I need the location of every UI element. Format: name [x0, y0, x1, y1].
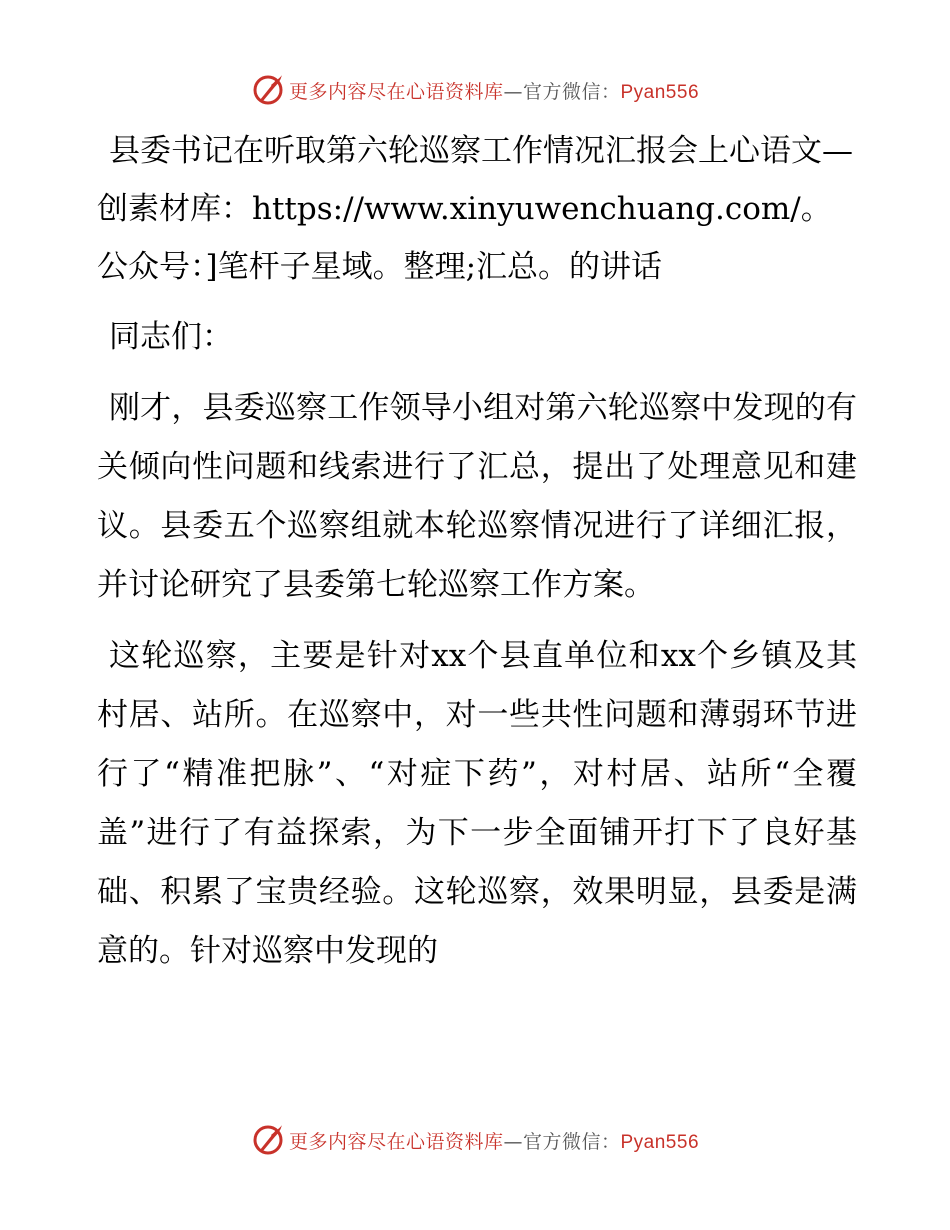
watermark-wechat-id: Pyan556: [620, 81, 700, 103]
paragraph-2: 这轮巡察，主要是针对xx个县直单位和xx个乡镇及其村居、站所。在巡察中，对一些共性问题和薄弱环节进行了“精准把脉”、“对症下药”，对村居、站所“全覆盖”进行了有益探索，为下一步全面铺开打下了良好基础、积累了宝贵经验。这轮巡察，效果明显，县委是满意的。针对巡察中发现的: [97, 638, 857, 969]
watermark-text: [289, 77, 699, 104]
watermark-wechat-id: Pyan556: [620, 1131, 700, 1153]
paragraph-salutation: 同志们：: [109, 319, 233, 355]
watermark-dash: —: [503, 1130, 523, 1153]
footer-watermark: [0, 1120, 950, 1160]
quill-pen-circle-logo-icon: [251, 73, 285, 107]
watermark-main-text: 更多内容尽在心语资料库: [288, 80, 504, 103]
watermark-text: [289, 1127, 699, 1154]
document-body: [97, 122, 857, 993]
watermark-wechat-label: 官方微信：: [522, 80, 621, 103]
watermark-dash: —: [503, 80, 523, 103]
paragraph-1: 刚才，县委巡察工作领导小组对第六轮巡察中发现的有关倾向性问题和线索进行了汇总，提出了处理意见和建议。县委五个巡察组就本轮巡察情况进行了详细汇报，并讨论研究了县委第七轮巡察工作方案。: [97, 390, 857, 603]
header-watermark: [0, 70, 950, 110]
quill-pen-circle-logo-icon: [251, 1123, 285, 1157]
watermark-wechat-label: 官方微信：: [522, 1130, 621, 1153]
document-title: 县委书记在听取第六轮巡察工作情况汇报会上心语文—创素材库：https://www.xinyuwenchuang.com/。公众号：]笔杆子星域。整理;汇总。的讲话: [97, 133, 853, 285]
watermark-main-text: 更多内容尽在心语资料库: [288, 1130, 504, 1153]
